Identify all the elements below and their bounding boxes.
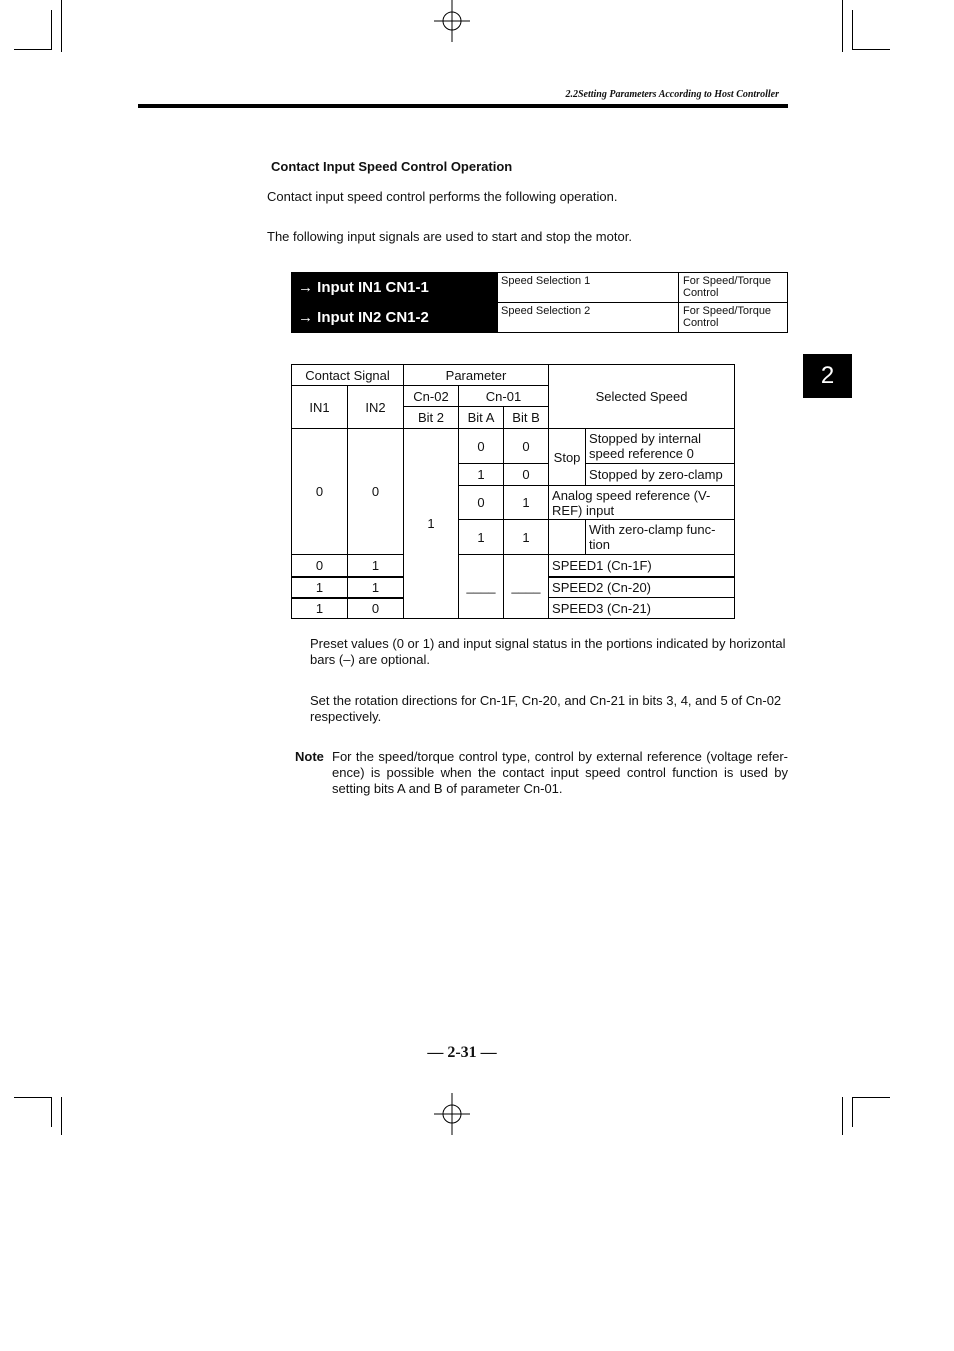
arrow-icon: → bbox=[298, 309, 313, 326]
table-cell-in1: 0 bbox=[292, 429, 348, 555]
preset-paragraph: Preset values (0 or 1) and input signal status in the portions indicated by horizontal bars (–) are optional. bbox=[310, 636, 786, 667]
table-cell-bitb: 1 bbox=[504, 486, 549, 520]
table-cell-speed: With zero-clamp func-tion bbox=[586, 520, 735, 555]
table-cell-bitb: 0 bbox=[504, 429, 549, 464]
header-in1: IN1 bbox=[292, 386, 348, 429]
table-cell-in2: 0 bbox=[348, 429, 404, 555]
table-cell-speed: SPEED3 (Cn-21) bbox=[549, 598, 735, 619]
rotation-paragraph: Set the rotation directions for Cn-1F, Cn-20, and Cn-21 in bits 3, 4, and 5 of Cn-02 respectively. bbox=[310, 693, 782, 724]
table-cell-bitb: 1 bbox=[504, 520, 549, 555]
header-rule bbox=[138, 104, 788, 108]
header-selected-speed: Selected Speed bbox=[549, 365, 735, 429]
signal-name: Input IN2 CN1-2 bbox=[317, 309, 429, 326]
header-bita: Bit A bbox=[459, 407, 504, 429]
table-cell-bita: 0 bbox=[459, 486, 504, 520]
header-cn02: Cn-02 bbox=[404, 386, 459, 407]
running-header: 2.2Setting Parameters According to Host Controller bbox=[565, 89, 779, 100]
signal-note: For Speed/Torque Control bbox=[679, 273, 788, 303]
table-cell-empty bbox=[549, 520, 586, 555]
header-bit2: Bit 2 bbox=[404, 407, 459, 429]
signal-name: Input IN1 CN1-1 bbox=[317, 279, 429, 296]
input-signal-table bbox=[291, 272, 788, 333]
table-cell-bita: 1 bbox=[459, 464, 504, 486]
table-cell-bitb: 0 bbox=[504, 464, 549, 486]
speed-selection-table bbox=[291, 364, 735, 619]
table-cell-bar-b: ____ bbox=[504, 555, 549, 619]
table-cell-in1: 0 bbox=[292, 555, 348, 577]
signal-function: Speed Selection 1 bbox=[498, 273, 679, 303]
signal-name-cell bbox=[292, 273, 498, 303]
table-cell-in2: 1 bbox=[348, 555, 404, 577]
header-parameter: Parameter bbox=[404, 365, 549, 386]
page-number: — 2-31 — bbox=[427, 1044, 497, 1061]
table-cell-in2: 1 bbox=[348, 577, 404, 598]
signals-intro-text: The following input signals are used to start and stop the motor. bbox=[267, 229, 632, 244]
header-cn01: Cn-01 bbox=[459, 386, 549, 407]
signal-note: For Speed/Torque Control bbox=[679, 303, 788, 333]
table-cell-bar-a: ____ bbox=[459, 555, 504, 619]
table-cell-in1: 1 bbox=[292, 577, 348, 598]
header-in2: IN2 bbox=[348, 386, 404, 429]
table-cell-bita: 1 bbox=[459, 520, 504, 555]
table-cell-in1: 1 bbox=[292, 598, 348, 619]
table-cell-speed: Stopped by zero-clamp bbox=[586, 464, 735, 486]
signal-row-in2 bbox=[292, 303, 788, 333]
header-bitb: Bit B bbox=[504, 407, 549, 429]
section-title: Contact Input Speed Control Operation bbox=[271, 159, 513, 174]
signal-row-in1 bbox=[292, 273, 788, 303]
note-label: Note bbox=[295, 749, 324, 764]
table-cell-bit2: 1 bbox=[404, 429, 459, 619]
table-cell-in2: 0 bbox=[348, 598, 404, 619]
signal-name-cell bbox=[292, 303, 498, 333]
arrow-icon: → bbox=[298, 279, 313, 296]
signal-function: Speed Selection 2 bbox=[498, 303, 679, 333]
note-text: For the speed/torque control type, control by external reference (voltage refer-ence) is possible when the contact input speed control function is used by setting bits A and B of parameter Cn-01. bbox=[332, 749, 788, 796]
table-cell-speed: Analog speed reference (V-REF) input bbox=[549, 486, 735, 520]
table-cell-speed: SPEED2 (Cn-20) bbox=[549, 577, 735, 598]
chapter-tab: 2 bbox=[803, 354, 852, 398]
header-contact-signal: Contact Signal bbox=[292, 365, 404, 386]
table-cell-speed: Stopped by internal speed reference 0 bbox=[586, 429, 735, 464]
table-cell-bita: 0 bbox=[459, 429, 504, 464]
table-cell-speed: SPEED1 (Cn-1F) bbox=[549, 555, 735, 577]
intro-text: Contact input speed control performs the following operation. bbox=[267, 189, 618, 204]
stop-label: Stop bbox=[549, 429, 586, 486]
